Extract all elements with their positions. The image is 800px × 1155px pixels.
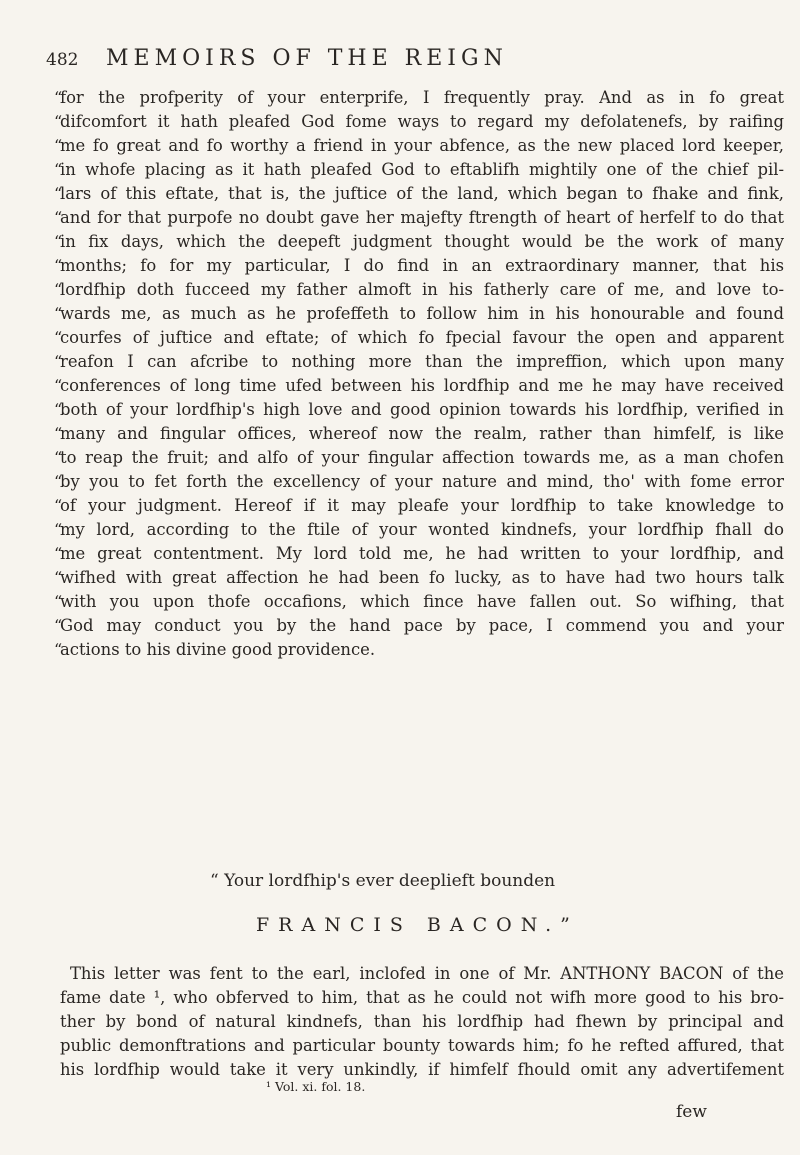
quote-mark: “ — [54, 352, 63, 371]
letter-line — [54, 614, 784, 638]
letter-line-text: conferences of long time ufed between his lordfhip and me he may have received — [60, 376, 784, 395]
quote-mark: “ — [54, 112, 63, 131]
letter-line — [54, 206, 784, 230]
quote-mark: “ — [54, 544, 63, 563]
body-paragraph — [60, 962, 784, 1082]
letter-line-text: months; fo for my particular, I do find in an extraordinary manner, that his — [60, 256, 784, 275]
letter-line — [54, 374, 784, 398]
body-line: fame date ¹, who obferved to him, that as he could not wifh more good to his bro- — [60, 988, 784, 1007]
quote-mark: “ — [54, 376, 63, 395]
letter-closing: “ Your lordfhip's ever deeplieft bounden — [210, 871, 556, 891]
letter-line-text: me great contentment. My lord told me, he had written to your lordfhip, and — [60, 544, 784, 563]
quote-mark: “ — [54, 448, 63, 467]
quote-mark: “ — [54, 328, 63, 347]
letter-line-text: lars of this eftate, that is, the juftice of the land, which began to fhake and fink, — [60, 184, 784, 203]
catchword: few — [676, 1102, 707, 1122]
letter-line-text: of your judgment. Hereof if it may pleafe your lordfhip to take knowledge to — [60, 496, 784, 515]
quote-mark: “ — [54, 160, 63, 179]
quote-mark: “ — [54, 496, 63, 515]
letter-line-text: God may conduct you by the hand pace by pace, I commend you and your — [60, 616, 784, 635]
letter-line-text: to reap the fruit; and alfo of your fingular affection towards me, as a man chofen — [60, 448, 784, 467]
letter-line-text: courfes of juftice and eftate; of which fo fpecial favour the open and apparent — [60, 328, 784, 347]
quote-mark: “ — [54, 280, 63, 299]
letter-line-text: reafon I can afcribe to nothing more than the impreffion, which upon many — [60, 352, 784, 371]
letter-line — [54, 182, 784, 206]
letter-line — [54, 638, 784, 662]
letter-signature: FRANCIS BACON.” — [256, 914, 579, 936]
quote-mark: “ — [54, 616, 63, 635]
running-head: MEMOIRS OF THE REIGN — [106, 46, 508, 71]
letter-line-text: both of your lordfhip's high love and good opinion towards his lordfhip, verified in — [60, 400, 784, 419]
letter-line — [54, 422, 784, 446]
quote-mark: “ — [54, 592, 63, 611]
letter-line-text: by you to fet forth the excellency of your nature and mind, tho' with fome error — [60, 472, 784, 491]
letter-line — [54, 470, 784, 494]
letter-line — [54, 518, 784, 542]
body-line: This letter was fent to the earl, inclofed in one of Mr. ANTHONY BACON of the — [70, 964, 784, 983]
quote-mark: “ — [54, 232, 63, 251]
letter-line — [54, 110, 784, 134]
quote-mark: “ — [54, 640, 63, 659]
quote-mark: “ — [54, 424, 63, 443]
quote-mark: “ — [54, 472, 63, 491]
letter-line-text: wifhed with great affection he had been fo lucky, as to have had two hours talk — [60, 568, 784, 587]
letter-line-text: wards me, as much as he profeffeth to follow him in his honourable and found — [60, 304, 784, 323]
letter-line — [54, 302, 784, 326]
letter-line — [54, 278, 784, 302]
quote-mark: “ — [54, 208, 63, 227]
footnote: ¹ Vol. xi. fol. 18. — [266, 1079, 366, 1094]
letter-line — [54, 398, 784, 422]
quote-mark: “ — [54, 88, 63, 107]
letter-line — [54, 446, 784, 470]
letter-line — [54, 86, 784, 110]
letter-line-text: with you upon thofe occafions, which fince have fallen out. So wifhing, that — [60, 592, 784, 611]
quote-mark: “ — [54, 304, 63, 323]
letter-line-text: many and fingular offices, whereof now the realm, rather than himfelf, is like — [60, 424, 784, 443]
letter-line — [54, 590, 784, 614]
quote-mark: “ — [54, 400, 63, 419]
letter-line-text: lordfhip doth fucceed my father almoft in his fatherly care of me, and love to- — [60, 280, 784, 299]
letter-line-text: me fo great and fo worthy a friend in your abfence, as the new placed lord keeper, — [60, 136, 784, 155]
letter-line — [54, 134, 784, 158]
letter-line-text: in whofe placing as it hath pleafed God to eftablifh mightily one of the chief pil- — [60, 160, 784, 179]
letter-line — [54, 542, 784, 566]
letter-line-text: for the profperity of your enterprife, I frequently pray. And as in fo great — [60, 88, 784, 107]
quote-mark: “ — [54, 256, 63, 275]
quote-mark: “ — [54, 136, 63, 155]
letter-line — [54, 494, 784, 518]
letter-line-text: in fix days, which the deepeft judgment thought would be the work of many — [60, 232, 784, 251]
letter-line — [54, 566, 784, 590]
letter-line — [54, 326, 784, 350]
letter-line-text: actions to his divine good providence. — [60, 640, 376, 659]
page-number: 482 — [46, 50, 79, 70]
quote-mark: “ — [54, 568, 63, 587]
letter-line-text: and for that purpofe no doubt gave her majefty ftrength of heart of herfelf to do that — [60, 208, 784, 227]
letter-line — [54, 350, 784, 374]
letter-line-text: difcomfort it hath pleafed God fome ways to regard my defolatenefs, by raifing — [60, 112, 784, 131]
body-line: his lordfhip would take it very unkindly, if himfelf fhould omit any advertifement — [60, 1060, 784, 1079]
body-line: public demonftrations and particular bounty towards him; fo he refted affured, that — [60, 1036, 784, 1055]
letter-line — [54, 254, 784, 278]
body-line: ther by bond of natural kindnefs, than his lordfhip had fhewn by principal and — [60, 1012, 784, 1031]
letter-quotation — [54, 86, 784, 662]
letter-line — [54, 158, 784, 182]
quote-mark: “ — [54, 520, 63, 539]
quote-mark: “ — [54, 184, 63, 203]
page-header — [46, 46, 786, 80]
letter-line-text: my lord, according to the ftile of your wonted kindnefs, your lordfhip fhall do — [60, 520, 784, 539]
letter-line — [54, 230, 784, 254]
